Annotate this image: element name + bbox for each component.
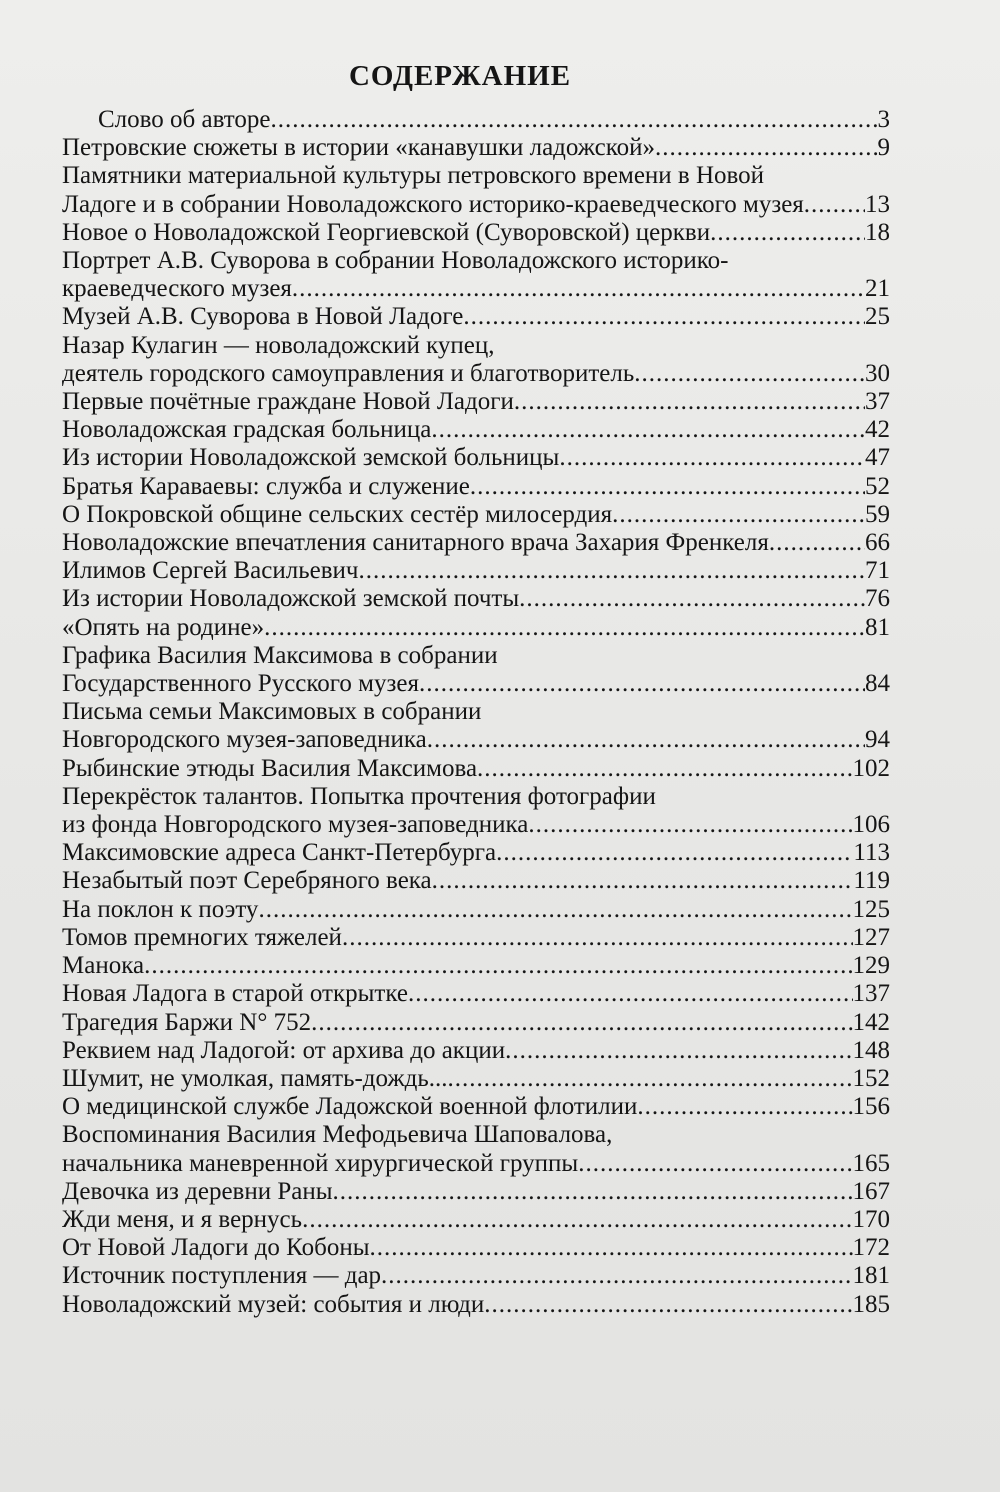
toc-page-number: 113: [853, 839, 890, 867]
toc-page-number: 102: [852, 754, 890, 782]
toc-entry-line: Реквием над Ладогой: от архива до акции: [62, 1036, 506, 1064]
toc-entry: [62, 924, 890, 952]
dot-leader: [578, 1150, 852, 1178]
toc-page-number: 125: [852, 895, 890, 923]
toc-page-number: 156: [852, 1093, 890, 1121]
toc-page-number: 59: [865, 500, 890, 528]
toc-page-number: 52: [865, 472, 890, 500]
toc-entry-line: Источник поступления — дар: [62, 1262, 382, 1290]
toc-entry-line: Портрет А.В. Суворова в собрании Новоладожского историко-: [62, 247, 729, 275]
toc-entry-line: Новое о Новоладожской Георгиевской (Суворовской) церкви: [62, 218, 711, 246]
toc-entry: [62, 614, 890, 642]
dot-leader: [311, 1009, 852, 1037]
dot-leader: [463, 303, 865, 331]
toc-entry-line: Ладоге и в собрании Новоладожского историко-краеведческого музея: [62, 190, 804, 218]
dot-leader: [514, 388, 865, 416]
toc-page-number: 76: [865, 585, 890, 613]
toc-page-number: 165: [852, 1149, 890, 1177]
toc-entry: [62, 783, 890, 839]
toc-entry: [62, 1178, 890, 1206]
toc-entry-line: Первые почётные граждане Новой Ладоги: [62, 388, 514, 416]
toc-entry: [62, 529, 890, 557]
dot-leader: [432, 867, 854, 895]
toc-entry: [62, 1291, 890, 1319]
toc-entry-line: О Покровской общине сельских сестёр милосердия: [62, 500, 613, 528]
toc-page-number: 119: [853, 867, 890, 895]
toc-page-number: 127: [852, 923, 890, 951]
toc-entry-line: Памятники материальной культуры петровского времени в Новой: [62, 162, 765, 190]
toc-entry-line: Новоладожские впечатления санитарного врача Захария Френкеля: [62, 529, 769, 557]
toc-page-number: 47: [865, 444, 890, 472]
toc-page-number: 167: [852, 1177, 890, 1205]
dot-leader: [370, 1234, 853, 1262]
toc-entry-line: Письма семьи Максимовых в собрании: [62, 698, 482, 726]
dot-leader: [477, 755, 852, 783]
toc-page-number: 137: [852, 980, 890, 1008]
toc-entry: [62, 1234, 890, 1262]
dot-leader: [258, 896, 852, 924]
dot-leader: [448, 1065, 853, 1093]
toc-entry: [62, 332, 890, 388]
dot-leader: [637, 1093, 852, 1121]
toc-page-number: 84: [865, 670, 890, 698]
toc-entry-line: Томов премногих тяжелей: [62, 923, 342, 951]
toc-entry-line: Трагедия Баржи N° 752: [62, 1008, 312, 1036]
toc-page-number: 9: [877, 134, 890, 162]
dot-leader: [302, 1206, 852, 1234]
toc-entry-line: Из истории Новоладожской земской больницы: [62, 444, 560, 472]
dot-leader: [496, 839, 853, 867]
toc-page-number: 71: [865, 557, 890, 585]
toc-entry-line: Новоладожская градская больница: [62, 416, 432, 444]
toc-entry-line: Слово об авторе: [98, 106, 271, 133]
toc-page-number: 3: [877, 106, 890, 133]
dot-leader: [769, 529, 865, 557]
toc-entry-line: На поклон к поэту: [62, 895, 259, 923]
toc-entry-line: Новгородского музея-заповедника: [62, 726, 427, 754]
toc-page-number: 142: [852, 1008, 890, 1036]
toc-entry-line: деятель городского самоуправления и благотворитель: [62, 359, 635, 387]
toc-entry: [62, 416, 890, 444]
dot-leader: [655, 134, 878, 162]
toc-entry-line: От Новой Ладоги до Кобоны: [62, 1234, 370, 1262]
toc-entry: [62, 755, 890, 783]
dot-leader: [408, 980, 853, 1008]
toc-entry: [62, 219, 890, 247]
dot-leader: [559, 444, 865, 472]
dot-leader: [804, 191, 865, 219]
dot-leader: [612, 501, 865, 529]
dot-leader: [419, 670, 865, 698]
toc-entry-line: Братья Караваевы: служба и служение: [62, 472, 470, 500]
toc-page-number: 129: [852, 952, 890, 980]
toc-entry-line: Шумит, не умолкая, память-дождь...: [62, 1064, 448, 1092]
toc-entry: [62, 1206, 890, 1234]
dot-leader: [264, 614, 865, 642]
toc-entry: [62, 642, 890, 698]
toc-entry-line: Музей А.В. Суворова в Новой Ладоге: [62, 303, 464, 331]
dot-leader: [333, 1178, 853, 1206]
toc-entry-line: из фонда Новгородского музея-заповедника: [62, 811, 529, 839]
toc-entry: [62, 247, 890, 303]
toc-entry-line: Рыбинские этюды Василия Максимова: [62, 754, 478, 782]
toc-entry-line: «Опять на родине»: [62, 613, 265, 641]
toc-page-number: 148: [852, 1036, 890, 1064]
toc-entry: [62, 1009, 890, 1037]
toc-entry: [62, 896, 890, 924]
toc-entry: [62, 1037, 890, 1065]
toc-entry: [62, 1121, 890, 1177]
toc-entry: [62, 303, 890, 331]
toc-page-number: 94: [865, 726, 890, 754]
dot-leader: [431, 416, 865, 444]
toc-entry: [62, 1065, 890, 1093]
toc-page-number: 181: [852, 1262, 890, 1290]
toc-page-number: 25: [865, 303, 890, 331]
toc-entry: [62, 388, 890, 416]
toc-entry-line: краеведческого музея: [62, 275, 292, 303]
dot-leader: [358, 557, 865, 585]
dot-leader: [634, 360, 865, 388]
toc-entry-line: О медицинской службе Ладожской военной флотилии: [62, 1093, 638, 1121]
toc-entry: [62, 501, 890, 529]
toc-entry-line: Перекрёсток талантов. Попытка прочтения фотографии: [62, 782, 656, 810]
toc-entry: [62, 557, 890, 585]
toc-entry: [62, 839, 890, 867]
toc-page-number: 18: [865, 218, 890, 246]
toc-page-number: 185: [852, 1290, 890, 1318]
toc-entry: [62, 473, 890, 501]
dot-leader: [470, 473, 865, 501]
toc-entry-line: Назар Кулагин — новоладожский купец,: [62, 331, 495, 359]
toc-entry-line: Манока: [62, 952, 145, 980]
toc-entry: [62, 698, 890, 754]
toc-entry-line: Илимов Сергей Васильевич: [62, 557, 359, 585]
toc-page-number: 37: [865, 388, 890, 416]
toc-page-number: 42: [865, 416, 890, 444]
dot-leader: [710, 219, 865, 247]
toc-page-number: 172: [852, 1234, 890, 1262]
toc-entry-line: Государственного Русского музея: [62, 670, 419, 698]
dot-leader: [505, 1037, 852, 1065]
toc-entry-line: Максимовские адреса Санкт-Петербурга: [62, 839, 497, 867]
dot-leader: [292, 275, 865, 303]
toc-page-number: 30: [865, 359, 890, 387]
toc-entry: [62, 134, 890, 162]
toc-entry-line: Жди меня, и я вернусь: [62, 1205, 303, 1233]
dot-leader: [144, 952, 852, 980]
toc-entry-line: Воспоминания Василия Мефодьевича Шаповалова,: [62, 1121, 613, 1149]
toc-entry: [62, 162, 890, 218]
dot-leader: [270, 106, 877, 134]
dot-leader: [381, 1262, 852, 1290]
toc-entry-line: Графика Василия Максимова в собрании: [62, 641, 498, 669]
dot-leader: [519, 585, 865, 613]
toc-entry-line: Новая Ладога в старой открытке: [62, 980, 408, 1008]
toc-page-number: 106: [852, 811, 890, 839]
toc-entry: [62, 980, 890, 1008]
toc-entry: [62, 585, 890, 613]
table-of-contents: [62, 106, 890, 1319]
toc-entry: [62, 444, 890, 472]
toc-page-number: 21: [865, 275, 890, 303]
page-title: СОДЕРЖАНИЕ: [348, 60, 572, 92]
toc-entry-line: Петровские сюжеты в истории «канавушки ладожской»: [62, 134, 655, 162]
toc-entry: [62, 1093, 890, 1121]
toc-entry-line: Незабытый поэт Серебряного века: [62, 867, 432, 895]
toc-page-number: 152: [852, 1064, 890, 1092]
dot-leader: [427, 726, 865, 754]
toc-entry-line: Девочка из деревни Раны: [62, 1177, 333, 1205]
toc-page-number: 170: [852, 1205, 890, 1233]
toc-entry: [62, 867, 890, 895]
dot-leader: [342, 924, 853, 952]
toc-page-number: 81: [865, 613, 890, 641]
toc-entry-line: Из истории Новоладожской земской почты: [62, 585, 520, 613]
toc-entry: [62, 106, 890, 134]
toc-entry: [62, 1262, 890, 1290]
toc-entry: [62, 952, 890, 980]
toc-page-number: 66: [865, 529, 890, 557]
toc-entry-line: начальника маневренной хирургической группы: [62, 1149, 579, 1177]
toc-entry-line: Новоладожский музей: события и люди: [62, 1290, 485, 1318]
toc-page-number: 13: [865, 190, 890, 218]
dot-leader: [484, 1291, 852, 1319]
dot-leader: [528, 811, 852, 839]
